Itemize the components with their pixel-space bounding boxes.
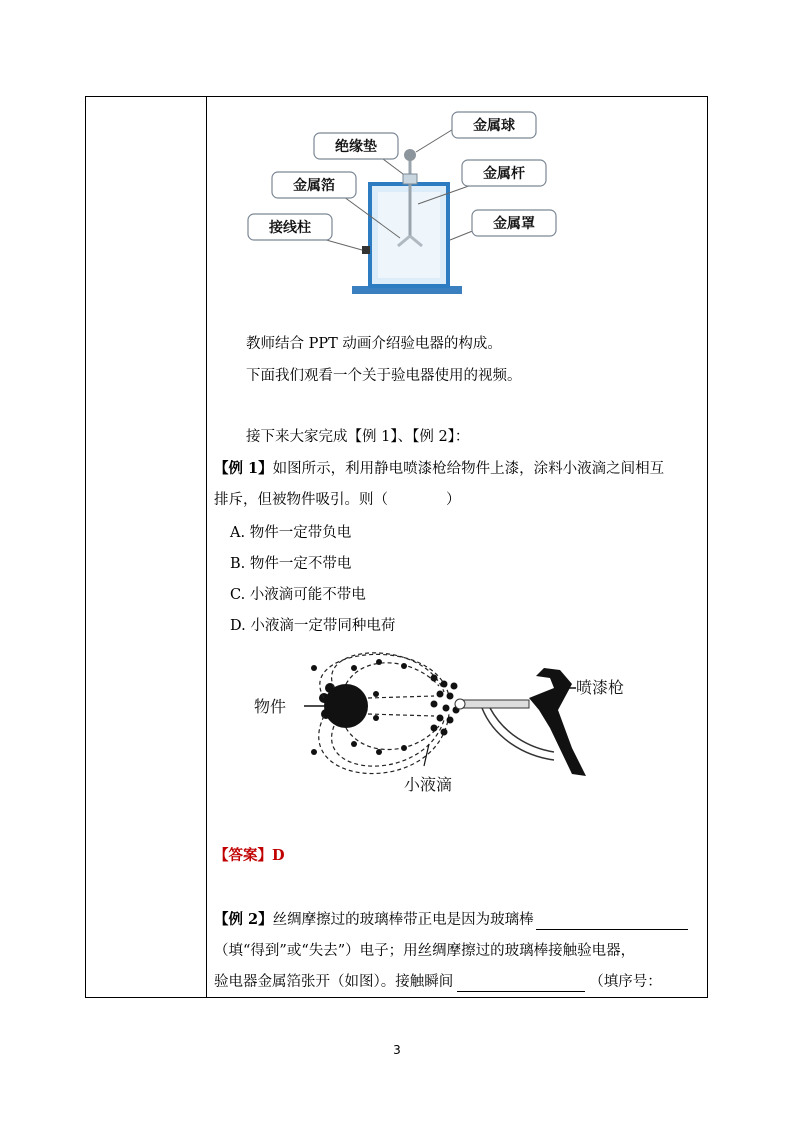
example1-answer [214,846,285,866]
label-metal-cover [472,210,556,236]
label-metal-ball-text: 金属球 [473,118,515,134]
example2-line3-text-a: 验电器金属箔张开（如图）。接触瞬间 [214,974,454,990]
label-metal-foil [272,172,356,198]
example1-stem-line2: 排斥，但被物件吸引。则（ ） [214,492,461,508]
metal-ball-shape [404,149,416,161]
example2-blank-1[interactable] [536,913,688,930]
terminal-shape [362,246,370,254]
example2-tag: 【例 2】 [214,911,273,928]
example2-line1-text: 丝绸摩擦过的玻璃棒带正电是因为玻璃棒 [272,912,534,928]
label-metal-cover-text: 金属罩 [493,216,535,232]
example2-line3 [214,972,662,992]
example1-stem-text: 如图所示，利用静电喷漆枪给物件上漆，涂料小液滴之间相互 [272,461,665,477]
label-metal-foil-text: 金属箔 [293,178,335,194]
example2-line3-text-b: （填序号： [589,974,662,990]
example2-line1 [214,910,688,930]
example2-line2: （填“得到”或“失去”）电子；用丝绸摩擦过的玻璃棒接触验电器， [214,943,636,959]
example1-tag: 【例 1】 [214,460,273,477]
label-terminal-text: 接线柱 [269,220,311,236]
example1-option-a: A. 物件一定带负电 [230,525,352,541]
intro-line-3: 接下来大家完成【例 1】、【例 2】： [246,429,470,445]
spray-gun-figure [254,648,634,798]
electroscope-figure [240,108,560,313]
table-column-divider [206,96,207,998]
example1-option-d: D. 小液滴一定带同种电荷 [230,618,396,634]
answer-tag: 【答案】 [214,847,272,864]
label-insulating-pad [314,133,398,159]
label-terminal [248,214,332,240]
label-metal-rod [462,160,546,186]
answer-value: D [272,847,285,864]
droplet-label: 小液滴 [404,775,453,794]
label-metal-ball [452,112,536,138]
intro-line-1: 教师结合 PPT 动画介绍验电器的构成。 [246,336,502,352]
example1-stem-line1 [214,459,664,479]
example2-blank-2[interactable] [457,975,585,992]
leader-line [416,128,455,152]
page-number: 3 [393,1043,401,1057]
label-metal-rod-text: 金属杆 [483,166,525,182]
example1-option-b: B. 物件一定不带电 [230,556,352,572]
intro-line-2: 下面我们观看一个关于验电器使用的视频。 [246,368,522,384]
gun-label: 喷漆枪 [576,678,625,697]
gun-barrel [459,700,529,708]
label-insulating-pad-text: 绝缘垫 [335,139,377,155]
insulating-pad-shape [403,174,417,184]
object-label: 物件 [254,697,287,716]
example1-option-c: C. 小液滴可能不带电 [230,587,366,603]
